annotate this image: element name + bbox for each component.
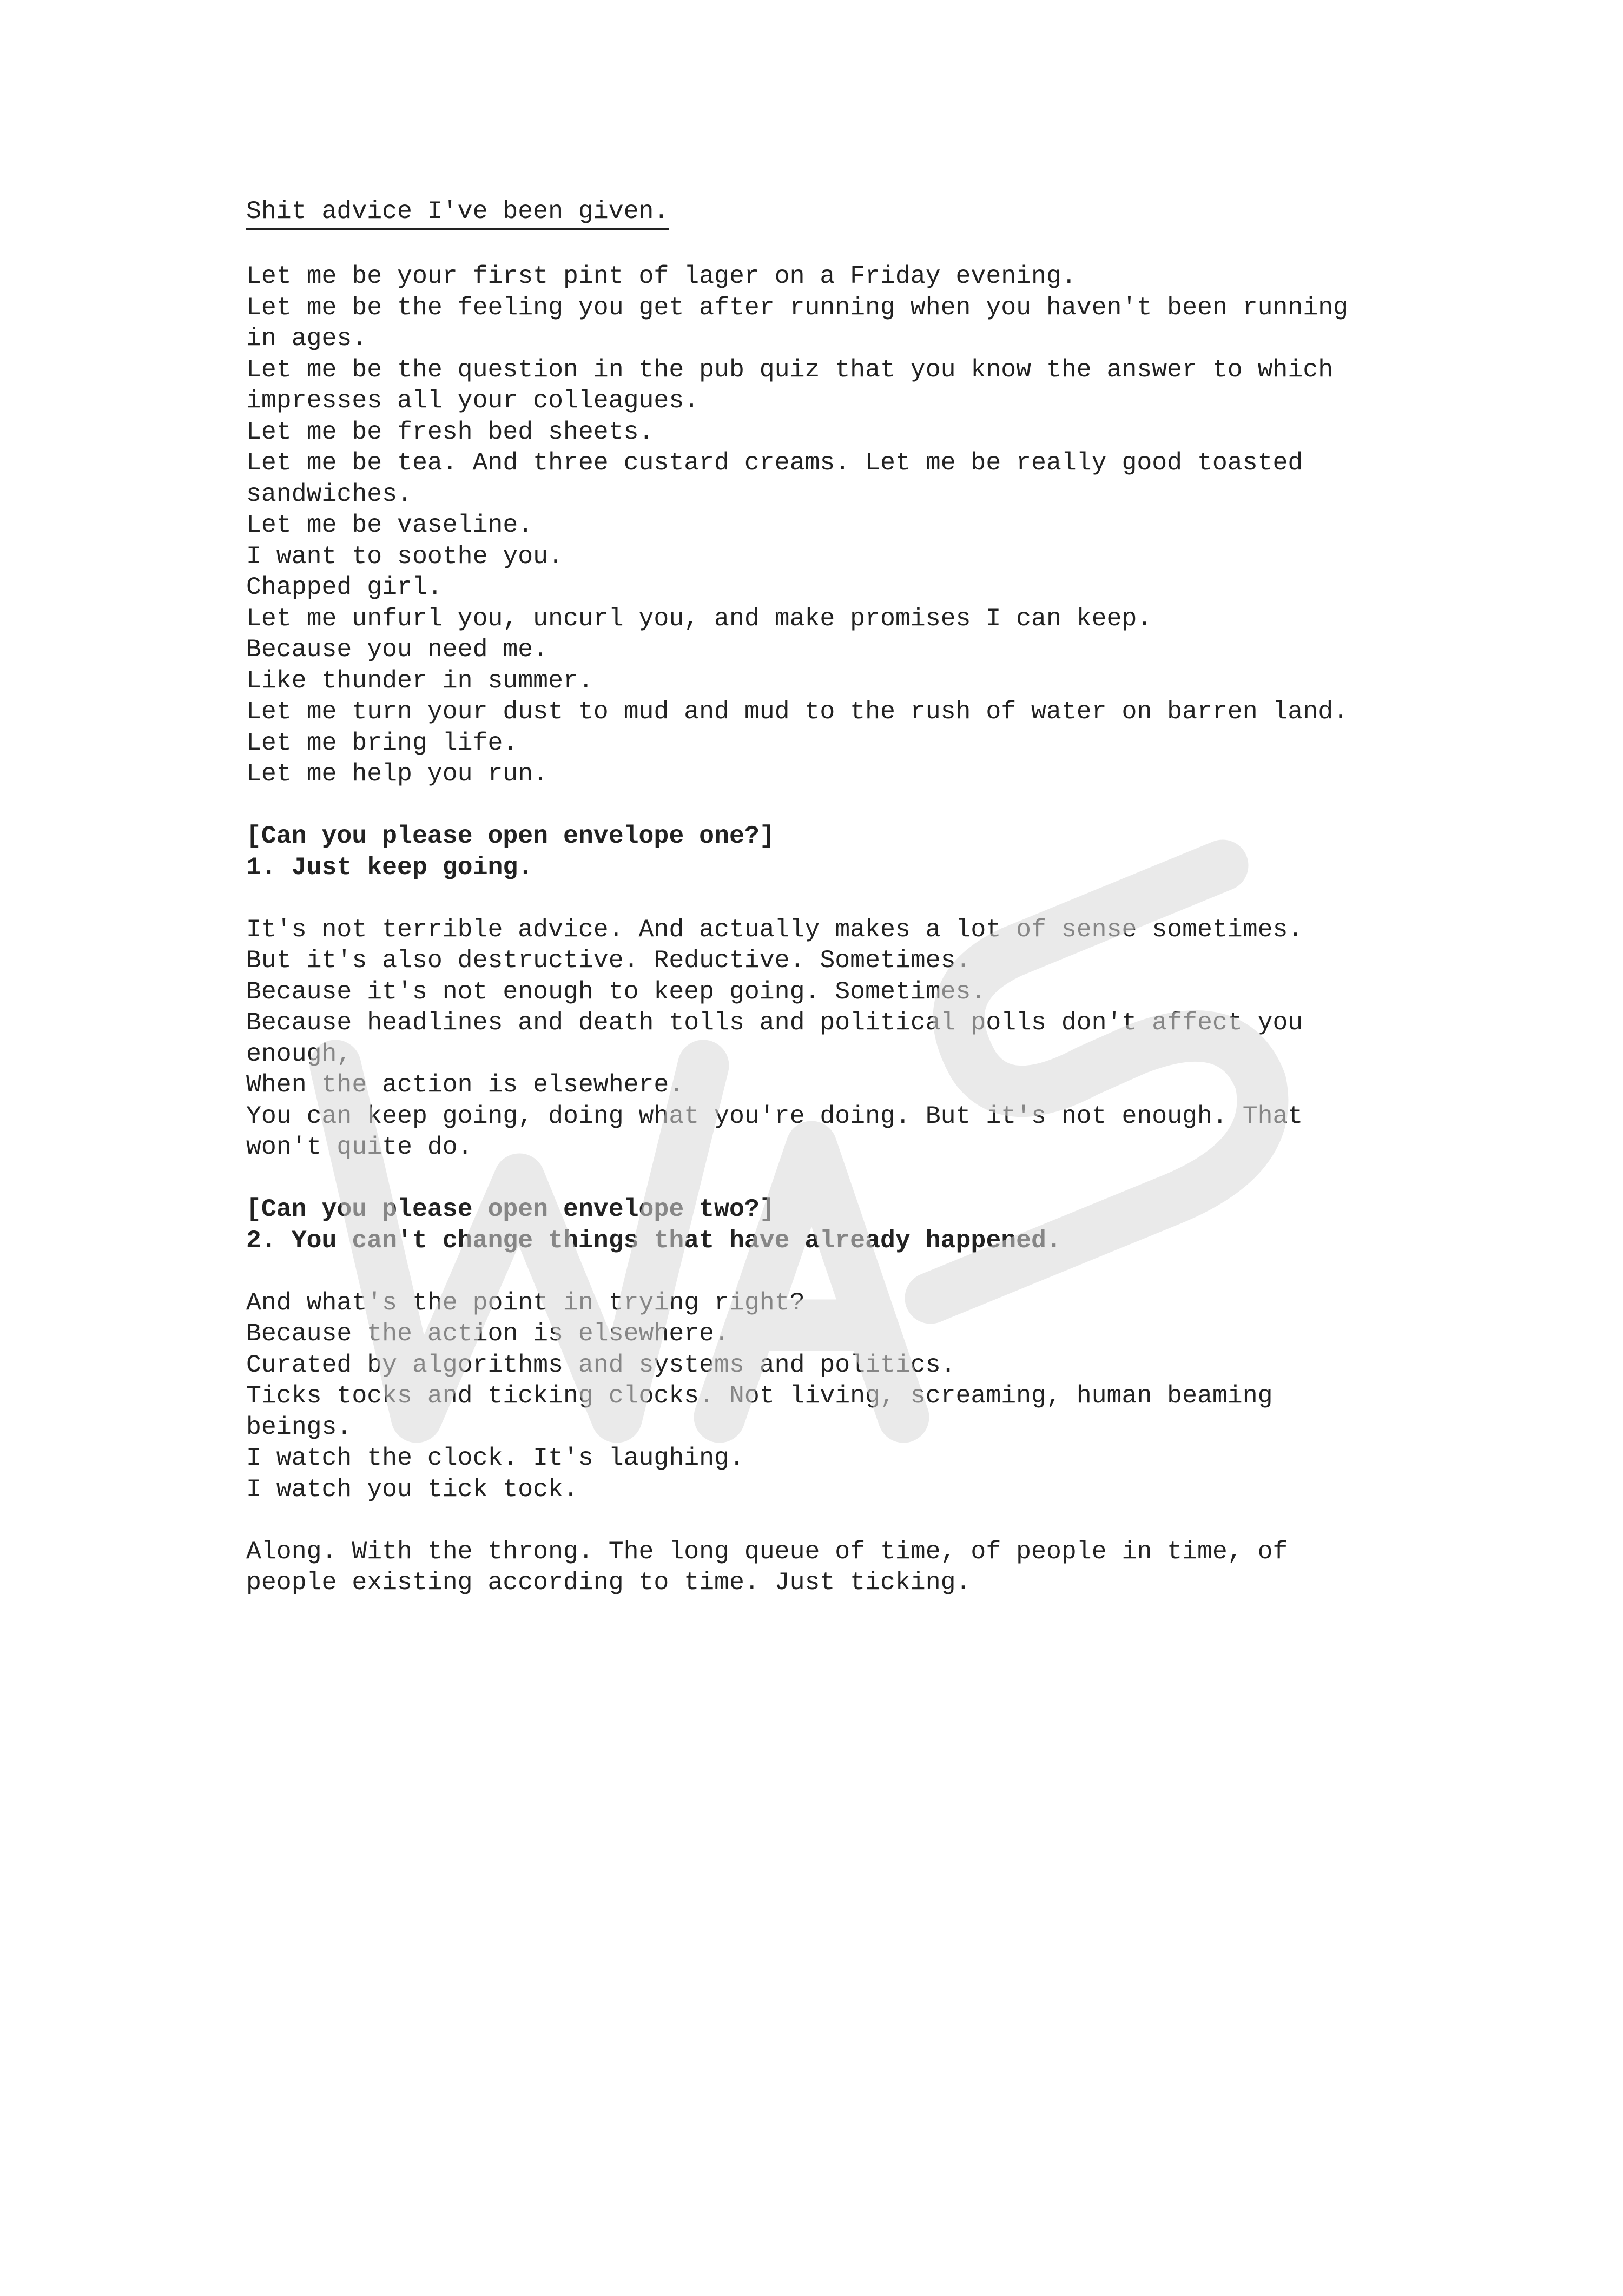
stanza-line: Along. With the throng. The long queue of time, of people in time, of people existing according to time. Just ticking. [246, 1537, 1303, 1597]
stanza-line: Let me be vaseline. [246, 511, 533, 539]
stanza-line: Chapped girl. [246, 573, 443, 601]
stanza-line: But it's also destructive. Reductive. Sometimes. [246, 946, 971, 975]
stanza-1 [246, 261, 1393, 790]
stanza-line: Let me be tea. And three custard creams. Let me be really good toasted sandwiches. [246, 448, 1318, 508]
stanza-line: Because you need me. [246, 635, 549, 664]
stanza-line: And what's the point in trying right? [246, 1288, 805, 1317]
spacer [246, 883, 1393, 914]
stanza-line: Ticks tocks and ticking clocks. Not living, screaming, human beaming beings. [246, 1381, 1288, 1441]
envelope-two-section [246, 1194, 1393, 1256]
envelope-two-advice: 2. You can't change things that have already happened. [246, 1226, 1061, 1255]
stanza-4 [246, 1536, 1393, 1598]
spacer [246, 230, 1393, 261]
envelope-one-section [246, 821, 1393, 883]
stanza-line: Curated by algorithms and systems and politics. [246, 1350, 956, 1379]
stanza-line: Because the action is elsewhere. [246, 1319, 729, 1348]
stanza-line: When the action is elsewhere. [246, 1070, 684, 1099]
stanza-line: Let me help you run. [246, 759, 549, 788]
stanza-line: Because it's not enough to keep going. Sometimes. [246, 977, 986, 1006]
stanza-line: Let me unfurl you, uncurl you, and make promises I can keep. [246, 604, 1152, 633]
spacer [246, 1256, 1393, 1287]
stanza-line: Let me turn your dust to mud and mud to the rush of water on barren land. [246, 697, 1349, 726]
stanza-line: It's not terrible advice. And actually makes a lot of sense sometimes. [246, 915, 1303, 944]
envelope-two-prompt: [Can you please open envelope two?] [246, 1195, 775, 1223]
spacer [246, 1505, 1393, 1536]
document-title: Shit advice I've been given. [246, 196, 669, 230]
stanza-line: Let me be the feeling you get after running when you haven't been running in ages. [246, 293, 1363, 353]
envelope-one-prompt: [Can you please open envelope one?] [246, 822, 775, 850]
spacer [246, 1163, 1393, 1194]
stanza-line: Because headlines and death tolls and political polls don't affect you enough, [246, 1008, 1318, 1068]
stanza-line: Let me be the question in the pub quiz that you know the answer to which impresses all your colleagues. [246, 355, 1349, 415]
stanza-line: Let me be your first pint of lager on a Friday evening. [246, 262, 1077, 290]
stanza-line: I watch the clock. It's laughing. [246, 1444, 744, 1472]
stanza-line: You can keep going, doing what you're doing. But it's not enough. That won't quite do. [246, 1101, 1318, 1161]
document-body [246, 196, 1393, 1598]
spacer [246, 790, 1393, 821]
stanza-line: Like thunder in summer. [246, 666, 593, 695]
envelope-one-advice: 1. Just keep going. [246, 852, 533, 882]
stanza-3 [246, 1287, 1393, 1505]
stanza-line: Let me bring life. [246, 728, 518, 757]
stanza-line: I want to soothe you. [246, 541, 563, 571]
stanza-line: I watch you tick tock. [246, 1474, 578, 1504]
stanza-line: Let me be fresh bed sheets. [246, 417, 654, 446]
stanza-2 [246, 914, 1393, 1163]
